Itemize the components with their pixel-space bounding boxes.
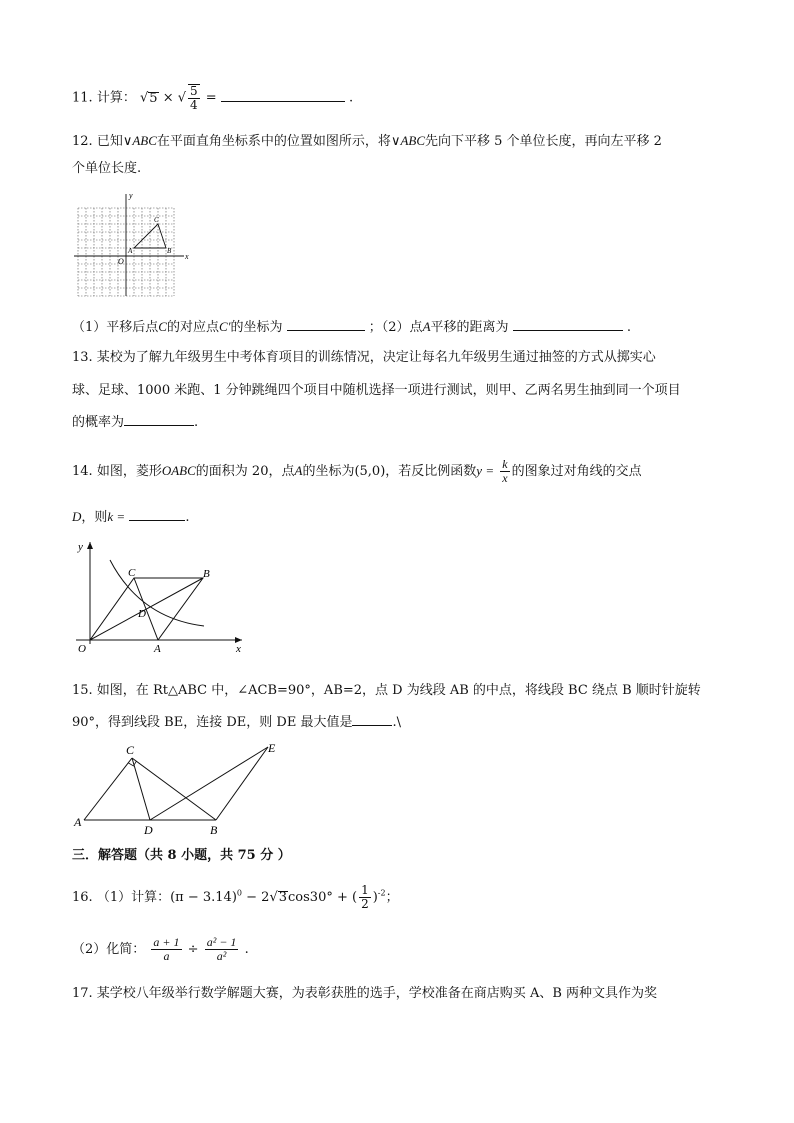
origin-label: O <box>78 643 86 655</box>
q11-label: 计算： <box>96 90 136 106</box>
question-13-line2: 球、足球、1000 米跑、1 分钟跳绳四个项目中随机选择一项进行测试，则甲、乙两名男生抽到同一个项目 <box>72 383 681 398</box>
question-13-line1: 13. 某校为了解九年级男生中考体育项目的训练情况，决定让每名九年级男生通过抽签的方式从掷实心 <box>72 350 656 365</box>
question-15-line1: 15. 如图，在 Rt△ABC 中，∠ACB=90°，AB=2，点 D 为线段 AB 的中点，将线段 BC 绕点 B 顺时针旋转 <box>72 683 701 698</box>
point-a-label: A <box>74 815 82 829</box>
q12-answer-blank-2[interactable] <box>513 318 623 331</box>
question-17-line1: 17. 某学校八年级举行数学解题大赛，为表彰获胜的选手，学校准备在商店购买 A、B 两种文具作为奖 <box>72 986 658 1001</box>
question-13-line3: 的概率为 . <box>72 415 199 430</box>
q14-rhombus-figure <box>72 540 252 656</box>
point-a-label: A <box>128 247 133 255</box>
x-axis-label: x <box>185 252 189 261</box>
point-c-label: C <box>126 743 135 757</box>
section-3-heading: 三．解答题（共 8 小题，共 75 分 ） <box>72 848 291 863</box>
q11-answer-blank[interactable] <box>221 89 345 102</box>
segment-de <box>150 747 268 820</box>
y-axis-label: y <box>78 541 83 553</box>
q15-answer-blank[interactable] <box>352 713 392 726</box>
triangle-label: ABC <box>132 133 157 148</box>
segment-cd <box>132 758 150 820</box>
origin-label: O <box>118 257 124 266</box>
q11-fraction: $\frac{5}{4}$ <box>190 84 198 112</box>
point-d-label: D <box>144 823 153 837</box>
question-15-line2: 90°，得到线段 BE，连接 DE，则 DE 最大值是 .\ <box>72 715 401 730</box>
point-c-label: C <box>154 216 159 224</box>
segment-ac <box>84 758 132 820</box>
question-12-line1: 12. 已知∨ABC在平面直角坐标系中的位置如图所示，将∨ABC先向下平移 5 个单位长度，再向左平移 2 <box>72 133 662 149</box>
point-b-label: B <box>203 568 210 580</box>
q12-grid-figure <box>72 190 192 300</box>
point-d-label: D <box>138 608 146 620</box>
question-11: 11. 计算： √5 × √ $\frac{5}{4}$ = . <box>72 84 354 112</box>
point-b-label: B <box>167 247 172 255</box>
question-16-part1: 16. （1）计算：$(\pi - 3.14)^0 - 2√3\cos 30^\circ$ + ( $\frac{1}{2}$ )$^{-2}$； <box>72 883 399 911</box>
question-12-line2: 个单位长度. <box>72 161 142 176</box>
q14-fraction-k-over-x: $\frac{k}{x}$ <box>502 457 508 485</box>
q11-equals: = <box>205 90 217 106</box>
point-b-label: B <box>210 823 218 837</box>
question-14-line2: D，则k = . <box>72 509 190 525</box>
segment-cb <box>132 758 216 820</box>
q11-times: × <box>162 90 174 106</box>
question-16-part2: （2）化简： $\frac{a + 1}{a}$ ÷ $\frac{\text{a² − 1}}{\text{a²}}$ . <box>72 935 249 963</box>
question-12-subquestions: （1）平移后点C的对应点C′的坐标为 ；（2）点A平移的距离为 . <box>72 319 631 335</box>
q14-answer-blank[interactable] <box>129 508 185 521</box>
question-14-line1: 14. 如图，菱形OABC的面积为 20，点A的坐标为(5,0)，若反比例函数y = $\frac{k}{x}$ 的图象过对角线的交点 <box>72 457 642 485</box>
hyperbola-curve <box>110 560 204 626</box>
q11-number: 11. <box>72 90 93 106</box>
q12-answer-blank-1[interactable] <box>287 318 365 331</box>
point-e-label: E <box>268 741 276 755</box>
q13-answer-blank[interactable] <box>124 413 194 426</box>
y-axis-label: y <box>129 191 133 200</box>
point-a-label: A <box>154 643 161 655</box>
q15-triangle-figure <box>72 740 292 836</box>
q11-sqrt5: 5 <box>149 90 158 106</box>
x-axis-label: x <box>236 643 241 655</box>
point-c-label: C <box>128 567 136 579</box>
segment-be <box>216 747 268 820</box>
